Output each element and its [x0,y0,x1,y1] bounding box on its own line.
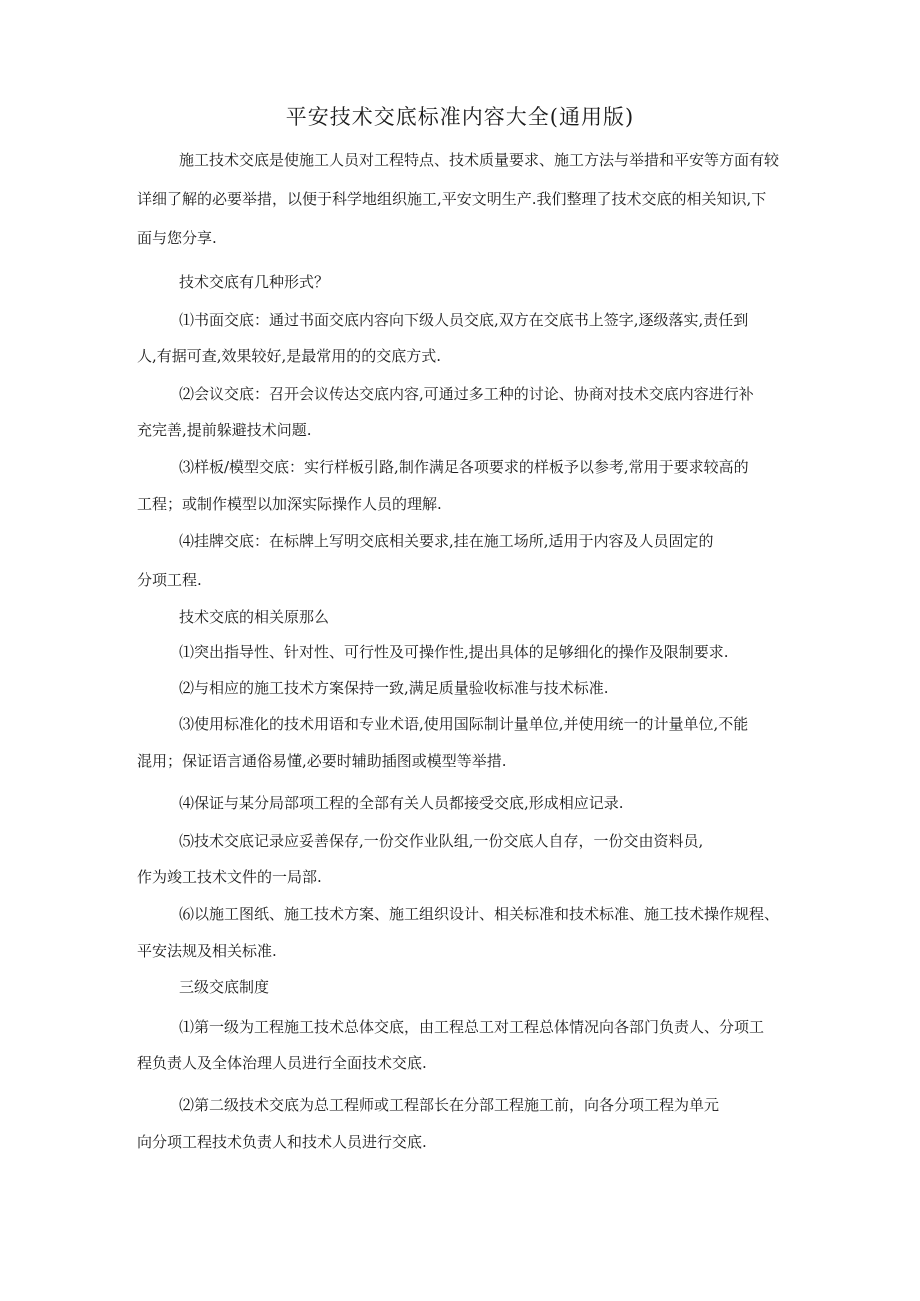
list-item-line: ⑴突出指导性、针对性、可行性及可操作性,提出具体的足够细化的操作及限制要求. [179,643,729,661]
section-heading: 三级交底制度 [179,978,270,996]
list-item-line: ⑵第二级技术交底为总工程师或工程部长在分部工程施工前，向各分项工程为单元 [179,1096,720,1114]
list-item-line: ⑶样板/模型交底：实行样板引路,制作满足各项要求的样板予以参考,常用于要求较高的 [179,458,749,476]
list-item-line: ⑹以施工图纸、施工技术方案、施工组织设计、相关标准和技术标准、施工技术操作规程、 [179,905,780,923]
section-heading: 技术交底有几种形式？ [179,273,330,291]
paragraph-line: 面与您分享. [137,229,217,247]
list-item-line: 作为竣工技术文件的一局部. [137,868,322,886]
list-item-line: 分项工程. [137,571,202,589]
list-item-line: 向分项工程技术负责人和技术人员进行交底. [137,1133,427,1151]
list-item-line: ⑴书面交底：通过书面交底内容向下级人员交底,双方在交底书上签字,逐级落实,责任到 [179,311,749,329]
list-item-line: ⑶使用标准化的技术用语和专业术语,使用国际制计量单位,并使用统一的计量单位,不能 [179,715,749,733]
list-item-line: ⑴第一级为工程施工技术总体交底，由工程总工对工程总体情况向各部门负责人、分项工 [179,1018,765,1036]
list-item-line: 程负责人及全体治理人员进行全面技术交底. [137,1054,427,1072]
list-item-line: 平安法规及相关标准. [137,942,277,960]
list-item-line: ⑸技术交底记录应妥善保存,一份交作业队组,一份交底人自存，一份交由资料员, [179,832,704,850]
list-item-line: 人,有据可查,效果较好,是最常用的的交底方式. [137,347,442,365]
list-item-line: ⑵会议交底：召开会议传达交底内容,可通过多工种的讨论、协商对技术交底内容进行补 [179,385,754,403]
list-item-line: 充完善,提前躲避技术问题. [137,421,312,439]
list-item-line: ⑷保证与某分局部项工程的全部有关人员都接受交底,形成相应记录. [179,794,624,812]
paragraph-line: 施工技术交底是使施工人员对工程特点、技术质量要求、施工方法与举措和平安等方面有较 [179,151,780,169]
list-item-line: 工程；或制作模型以加深实际操作人员的理解. [137,495,442,513]
section-heading: 技术交底的相关原那么 [179,608,330,626]
list-item-line: ⑵与相应的施工技术方案保持一致,满足质量验收标准与技术标准. [179,679,609,697]
list-item-line: ⑷挂牌交底：在标牌上写明交底相关要求,挂在施工场所,适用于内容及人员固定的 [179,532,714,550]
list-item-line: 混用；保证语言通俗易懂,必要时辅助插图或模型等举措. [137,752,507,770]
document-title: 平安技术交底标准内容大全(通用版) [285,105,635,129]
paragraph-line: 详细了解的必要举措，以便于科学地组织施工,平安文明生产.我们整理了技术交底的相关知识,下 [137,190,767,208]
